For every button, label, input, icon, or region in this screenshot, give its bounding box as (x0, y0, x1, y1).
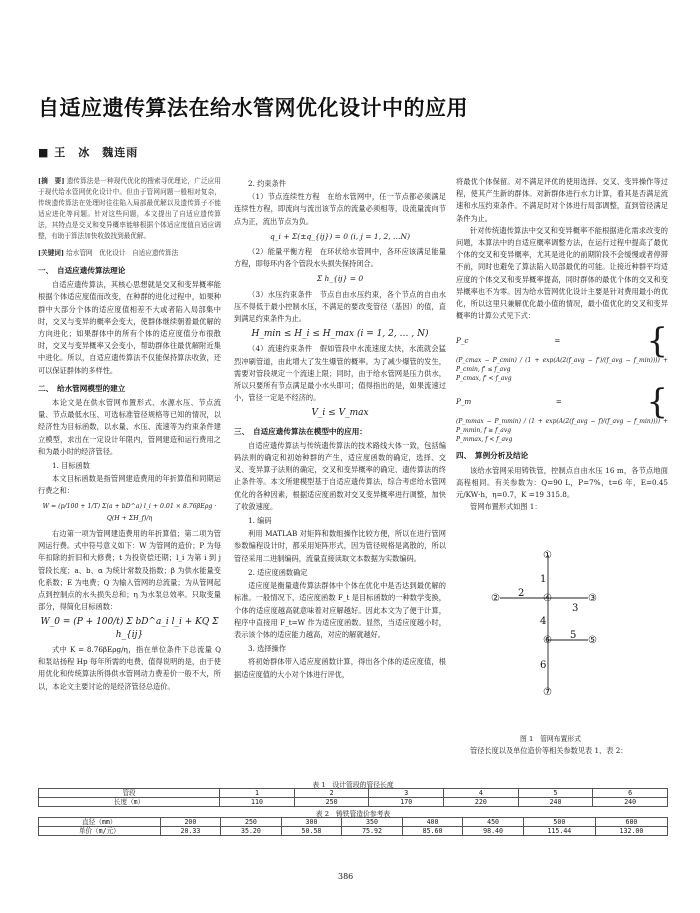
adaptive-paragraph: 针对传统遗传算法中交叉和变异概率不能根据进化需求改变的问题，本算法中的自适应概率调整方法，在运行过程中提高了最优个体的交叉和变异概率，尤其是进化的前期阶段不会缓慢或者停滞不前，同时也避免了算法陷入局部最优的可能。让接近种群平均适应度的个体交叉和变异概率提高，同时群体的最优个体的交叉和变异概率也不为零。因为给水管网优化设计主要是针对费用最小的优化，所以这里只兼解优化最小值的情况，最小值优化的交叉和变异概率的计算公式见下式： (456, 225, 668, 321)
encoding-paragraph: 利用 MATLAB 对矩阵和数组操作比较方便，所以在进行管网参数编程设计时，都采用矩阵形式，因为管径规格是离散的，所以管径采用二进制编码，流量直接读取文本数据为实数编码。 (234, 529, 446, 563)
node-7-label: ⑦ (543, 687, 552, 698)
table-cell: 400 (402, 818, 463, 827)
table-2-data-row (39, 827, 668, 836)
table-cell: 600 (595, 818, 667, 827)
figure-1-caption: 图 1 管网布置形式 (520, 735, 581, 743)
pc-case-2: P_cmax, f' < f_avg (456, 375, 512, 383)
table-cell: 85.60 (402, 827, 463, 836)
table-cell: 250 (294, 798, 369, 807)
authors: ■ 王 冰 魏连雨 (38, 146, 139, 159)
fitness-paragraph: 适应度是衡量遗传算法群体中个体在优化中是否达到最优解的标准。一般情况下，适应度函数 F_t 是目标函数的一种数学变换，个体的适应度越高就意味着对应解越好。因此本文为了便于计算，程序中直接用 F_t=W 作为适应度函数。显然，当适应度越小时，表示该个体的适应能力越高，对应的解就越好。 (234, 581, 446, 639)
table-cell: 115.44 (523, 827, 595, 836)
table-cell: 75.92 (342, 827, 403, 836)
formula-energy: Σ h_{ij} = 0 (316, 274, 364, 284)
pipe-1-label: 1 (540, 574, 547, 585)
table-cell: 170 (369, 798, 444, 807)
table-cell: 3 (369, 789, 444, 798)
abstract (38, 176, 221, 259)
section-4-heading: 四、 算例分析及结论 (456, 451, 529, 461)
pipe-network-diagram (470, 540, 670, 725)
example-paragraph: 该给水管网采用铸铁管，控制点自由水压 16 m，各节点地面高程相同。有关参数为：Q=90 L，P=7%，t=6 年，E=0.45 元/KW·h，η=0.7，K =19 315.8。 (456, 465, 668, 500)
table-cell: 直径（mm） (39, 818, 161, 827)
column-2 (234, 176, 446, 681)
k-explanation: 式中 K = 8.76βEρg/η，指在单位条件下总流量 Q 和泵站扬程 Hp 每年所需的电费，值得说明的是，由于使用优化和传统算法所得供水管网动力费差价一般不大，所以，本论文主要讨论的是经济管径总造价。 (38, 644, 221, 691)
subsection-constraints: 2. 约束条件 (248, 179, 286, 188)
constraint-pressure: （3）水压约束条件 节点自由水压约束，各个节点的自由水压不得低于最小控制水压，不满足的要改变管径（基因）的值，直到满足约束条件为止。 (234, 289, 446, 324)
table-2-header-row (39, 818, 668, 827)
column-3 (456, 176, 668, 513)
table-cell: 450 (463, 818, 524, 827)
table-cell: 110 (220, 798, 295, 807)
section-2-heading: 二、 给水管网模型的建立 (38, 383, 126, 393)
node-6-label: ⑥ (543, 635, 552, 646)
formula-simplified: W_0 = (P + 100/t) Σ bD^a_i l_i + KQ Σ h_{ij} (40, 617, 219, 640)
table-cell: 240 (518, 798, 593, 807)
node-2-label: ② (491, 593, 500, 604)
formula-pc: P_c = { (P_cmax − P_cmin) / (1 + exp(A(2(f_avg − f')/(f_avg − f_min)))) + P_cmin, f' ≤ f_avg P_cmax, f' < f_avg (456, 321, 668, 383)
table-cell: 2 (294, 789, 369, 798)
table-cell: 240 (593, 798, 668, 807)
table-1-data-row (39, 798, 668, 807)
column-1 (38, 176, 221, 693)
table-cell: 300 (281, 818, 342, 827)
table-cell: 250 (221, 818, 282, 827)
section-1-paragraph: 自适应遗传算法，其核心思想就是交叉和变异概率能根据个体适应度值而改变，在种群的进化过程中，如果种群中大部分个体的适应度值相差不大或者陷入局部集中时，交叉与变异的概率会变大，使群体继续朝着最优解的方向进化；如果群体中的所有个体的适应度值分布很散时，交叉与变异概率又会变小，帮助群体往最优解附近集中进化。所以，自适应遗传算法不仅能保持算法收敛，还可以保证群体的多样性。 (38, 280, 221, 375)
pipe-4-label: 4 (540, 616, 547, 627)
table-1-header-row (39, 789, 668, 798)
keywords-label: [关键词] (38, 249, 65, 257)
objective-explanation: 右边第一项为管网建造费用的年折算值；第二项为管网运行费。式中符号意义如下：W 为管网的造价；P 为每年扣除的折旧和大修费；t 为投资偿还期；l_i 为第 i 到 j 管段长度；a、b、α 为统计常数及指数；β 为供水能量变化系数；E 为电费；Q 为输入管网的总流量；为从管网起点到控制点的水头损失总和；η 为水泵总效率。只取变量部分，得简化目标函数： (38, 529, 221, 612)
subsection-selection: 3. 选择操作 (248, 644, 286, 654)
table-2 (38, 817, 668, 836)
section-3-paragraph: 自适应遗传算法与传统遗传算法的技术路线大体一致，包括编码法则的确定和初始种群的产生，适应度函数的确定，选择、交叉、变异算子法则的确定，交叉和变异概率的确定、遗传算法的终止条件等。本文所建模型基于自适应遗传算法，综合考虑给水管网优化的各种因素，根据适应度函数对交叉变异概率进行调整，加快了收敛速度。 (234, 440, 446, 511)
node-3-label: ③ (588, 593, 597, 604)
pc-label: P_c = (456, 336, 561, 346)
table-cell: 5 (518, 789, 593, 798)
table-1-caption: 表 1 设计管段的管径长度 (312, 781, 394, 789)
table-cell: 132.00 (595, 827, 667, 836)
table-cell: 220 (444, 798, 519, 807)
tables-intro: 管径长度以及单位造价等相关参数见表 1、表 2： (470, 746, 628, 755)
node-4-label: ④ (543, 593, 552, 604)
table-cell: 1 (220, 789, 295, 798)
table-cell: 50.58 (281, 827, 342, 836)
formula-pressure: H_min ≤ H_i ≤ H_max (i = 1, 2, … , N) (251, 329, 429, 340)
table-cell: 单价（m/元） (39, 827, 161, 836)
objective-paragraph: 本文目标函数是指管网建造费用的年折算值和同期运行费之和： (38, 474, 221, 496)
table-cell: 35.20 (221, 827, 282, 836)
pm-case-2: P_mmax, f < f_avg (456, 436, 513, 444)
abstract-text: 遗传算法是一种现代优化的搜索寻优理论，广泛应用于现代给水管网优化设计中。但由于管网问题一般相对复杂，传统遗传算法在处理时往往陷入局部最优解以及遗传算子不能适应进化等问题。针对这些问题，本文提出了自适应遗传算法，其特点是交叉和变异概率能够根据个体适应度值自适应调整，有助于算法加快收敛找到最优解。 (38, 177, 221, 240)
table-cell: 350 (342, 818, 403, 827)
subsection-encoding: 1. 编码 (248, 516, 272, 526)
selection-continued: 将最优个体保留。对不满足评优的使用选择、交叉、变异操作等过程，使其产生新的群体。对新群体进行水力计算，看其是否满足流速和水压约束条件。不满足时对个体进行局部调整，直到管径满足条件为止。 (456, 177, 668, 223)
table-cell: 20.33 (160, 827, 221, 836)
section-3-heading: 三、 自适应遗传算法在模型中的应用： (234, 426, 367, 436)
formula-pm: P_m = { (P_mmax − P_mmin) / (1 + exp(A(2(f_avg − f)/(f_avg − f_min)))) + P_mmin, f ≥ f_avg P_mmax, f < f_avg (456, 382, 668, 444)
table-cell: 管段 (39, 789, 220, 798)
table-1 (38, 788, 668, 807)
subsection-objective: 1. 目标函数 (52, 461, 90, 471)
node-5-label: ⑤ (588, 635, 597, 646)
node-1-label: ① (543, 550, 552, 561)
pipe-5-label: 5 (570, 630, 577, 641)
section-1-heading: 一、 自适应遗传算法理论 (38, 266, 126, 275)
pipe-2-label: 2 (518, 588, 525, 599)
formula-continuity: q_i + Σ(±q_{ij}) = 0 (i, j = 1, 2, …N) (269, 231, 410, 241)
table-cell: 500 (523, 818, 595, 827)
table-cell: 200 (160, 818, 221, 827)
constraint-velocity: （4）流速约束条件 假如管段中水流速度太快，水流就会猛烈冲刷管道，由此增大了发生爆管的概率。为了减少爆管的发生，需要对管段规定一个流速上限；同时，由于给水管网是压力供水，所以只要所有节点满足最小水头即可；值得指出的是，如果流速过小，管径一定是不经济的。 (234, 344, 446, 403)
table-cell: 6 (593, 789, 668, 798)
pm-case-1: (P_mmax − P_mmin) / (1 + exp(A(2(f_avg − f)/(f_avg − f_min)))) + P_mmin, f ≥ f_avg (456, 418, 668, 435)
subsection-fitness: 2. 适应度函数确定 (248, 567, 308, 577)
keywords-text: 给水管网 优化设计 自适应遗传算法 (66, 249, 179, 257)
pc-case-1: (P_cmax − P_cmin) / (1 + exp(A(2(f_avg − f')/(f_avg − f_min)))) + P_cmin, f' ≤ f_avg (456, 357, 668, 374)
table-cell: 98.40 (463, 827, 524, 836)
table-2-caption: 表 2 铸铁管造价参考表 (315, 810, 391, 818)
selection-paragraph: 将初始群体带入适应度函数计算，得出各个体的适应度值，根据适应度值的大小对个体进行评优， (234, 657, 446, 679)
table-cell: 长度（m） (39, 798, 220, 807)
section-2-paragraph: 本论文是在供水管网布置形式、水源水压、节点流量、节点最低水压、可选标准管径规格等已知的情况，以经济性为目标函数，以水量、水压、流速等为约束条件建立模型，求出在一定设计年限内，管网建造和运行费用之和为最小时的经济管径。 (38, 398, 221, 456)
pipe-3-label: 3 (572, 603, 579, 614)
paper-title: 自适应遗传算法在给水管网优化设计中的应用 (38, 96, 468, 120)
pipe-6-label: 6 (540, 660, 547, 671)
formula-velocity: V_i ≤ V_max (311, 408, 369, 419)
page-number: 386 (338, 872, 354, 881)
pipe-network-svg (470, 540, 670, 725)
layout-intro: 管网布置形式如图 1： (470, 502, 542, 512)
constraint-energy: （2）能量平衡方程 在环状给水管网中，各环应该满足能量方程，即每环内各个管段水头损失保持闭合。 (234, 247, 446, 269)
constraint-continuity: （1）节点连续性方程 在给水管网中，任一节点都必须满足连续性方程，即流向与流出该节点的流量必须相等，设流量流向节点为正，流出节点为负。 (234, 192, 446, 226)
abstract-label: [摘 要] (38, 177, 65, 185)
pm-label: P_m = (456, 397, 562, 407)
formula-objective: W = (p/100 + 1/T) Σ(a + bD^a) l_i + 0.01 × 8.76βEρg · Q(H + ΣH_f)/η (42, 502, 217, 522)
keywords (38, 248, 221, 259)
table-cell: 4 (444, 789, 519, 798)
